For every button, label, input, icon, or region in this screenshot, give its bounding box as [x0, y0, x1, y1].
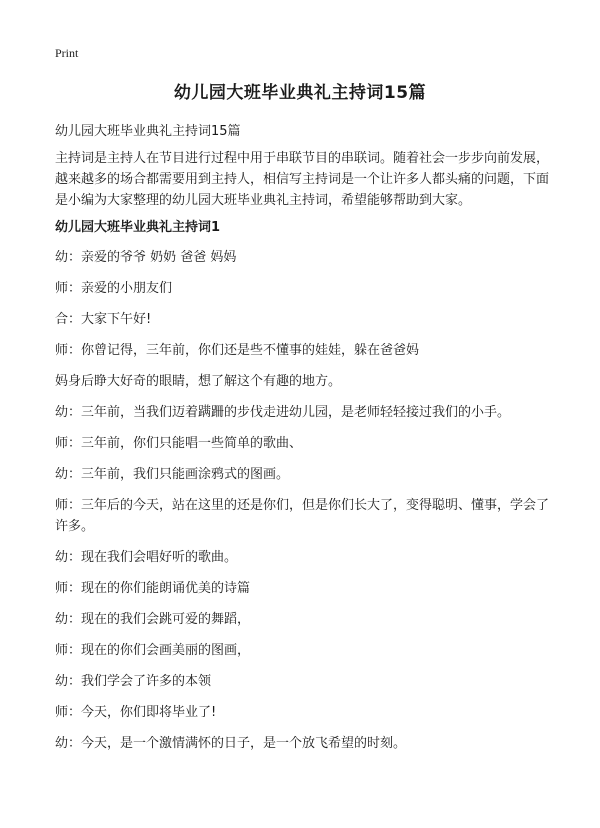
print-label[interactable]: Print: [55, 46, 79, 60]
script-line: 幼：三年前，我们只能画涂鸦式的图画。: [55, 467, 290, 482]
script-line: 幼：亲爱的爷爷 奶奶 爸爸 妈妈: [55, 250, 237, 265]
script-line: 师：现在的你们会画美丽的图画，: [55, 643, 251, 658]
script-line: 幼：现在我们会唱好听的歌曲。: [55, 550, 238, 565]
intro-paragraph: 主持词是主持人在节目进行过程中用于串联节目的串联词。随着社会一步步向前发展，越来越多的场合都需要用到主持人，相信写主持词是一个让许多人都头痛的问题，下面是小编为大家整理的幼儿园大班毕业典礼主持词，希望能够帮助到大家。: [55, 151, 550, 208]
script-line: 幼：今天，是一个激情满怀的日子，是一个放飞希望的时刻。: [55, 736, 407, 751]
script-line: 师：你曾记得，三年前，你们还是些不懂事的娃娃，躲在爸爸妈: [55, 343, 420, 358]
script-line: 师：现在的你们能朗诵优美的诗篇: [55, 581, 251, 596]
script-line: 幼：三年前，当我们迈着蹒跚的步伐走进幼儿园，是老师轻轻接过我们的小手。: [55, 405, 511, 420]
script-lines: [55, 247, 550, 764]
section-heading: 幼儿园大班毕业典礼主持词1: [55, 220, 221, 235]
script-line: 幼：我们学会了许多的本领: [55, 674, 212, 689]
script-line: 师：今天，你们即将毕业了!: [55, 705, 217, 720]
script-line: 师：亲爱的小朋友们: [55, 281, 173, 296]
document-subtitle: 幼儿园大班毕业典礼主持词15篇: [55, 124, 241, 139]
script-line: 师：三年后的今天，站在这里的还是你们，但是你们长大了，变得聪明、懂事，学会了许多。: [55, 498, 550, 534]
script-line: 幼：现在的我们会跳可爱的舞蹈，: [55, 612, 251, 627]
script-line: 合：大家下午好!: [55, 312, 152, 327]
script-line: 妈身后睁大好奇的眼睛，想了解这个有趣的地方。: [55, 374, 342, 389]
document-title: 幼儿园大班毕业典礼主持词15篇: [173, 83, 427, 103]
script-line: 师：三年前，你们只能唱一些简单的歌曲、: [55, 436, 303, 451]
